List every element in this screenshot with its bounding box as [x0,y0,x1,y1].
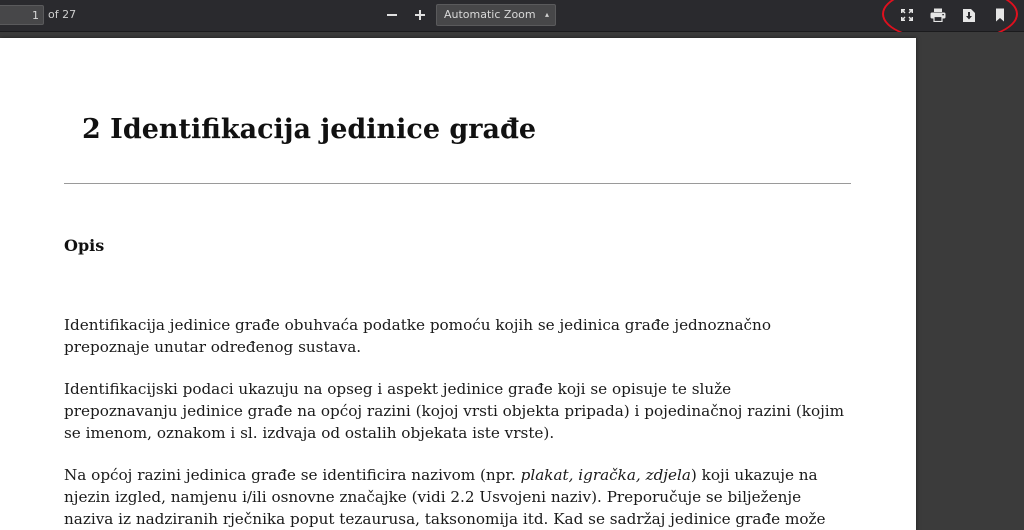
download-icon [962,8,976,23]
document-viewer[interactable] [0,32,1024,530]
title-divider [64,183,851,184]
fullscreen-icon [900,8,914,22]
chevron-updown-icon: ▴ [544,10,549,19]
zoom-in-button[interactable] [408,4,432,26]
download-button[interactable] [957,4,981,26]
zoom-select[interactable] [436,4,556,26]
paragraph-3: Na općoj razini jedinica građe se identificira nazivom (npr. plakat, igračka, zdjela) koji ukazuje na njezin izgled, namjenu i/ili osnovne značajke (vidi 2.2 Usvojeni naziv). Preporučuje se bilježenje naziva iz nadziranih rječnika poput tezaurusa, taksonomija itd. Kad se sadržaj jedinice građe može [64,466,826,528]
minus-icon [386,9,398,21]
page-count-label: of 27 [48,8,77,21]
section-heading: Opis [64,236,105,255]
paragraph-1: Identifikacija jedinice građe obuhvaća podatke pomoću kojih se jedinica građe jednoznačno prepoznaje unutar određenog sustava. [64,316,771,356]
zoom-select-value: Automatic Zoom [444,8,536,21]
bookmark-icon [995,8,1005,22]
page-title: 2 Identifikacija jedinice građe [82,114,537,145]
zoom-out-button[interactable] [380,4,404,26]
print-button[interactable] [926,4,950,26]
page-number-input[interactable] [0,5,44,25]
plus-icon [414,9,426,21]
bookmark-button[interactable] [988,4,1012,26]
presentation-mode-button[interactable] [895,4,919,26]
pdf-toolbar [0,0,1024,32]
pdf-page [0,38,916,530]
printer-icon [930,8,946,22]
paragraph-2: Identifikacijski podaci ukazuju na opseg i aspekt jedinice građe koji se opisuje te služe prepoznavanju jedinice građe na općoj razini (kojoj vrsti objekta pripada) i pojedinačnoj razini (kojim se imenom, oznakom i sl. izdvaja od ostalih objekata iste vrste). [64,380,845,442]
